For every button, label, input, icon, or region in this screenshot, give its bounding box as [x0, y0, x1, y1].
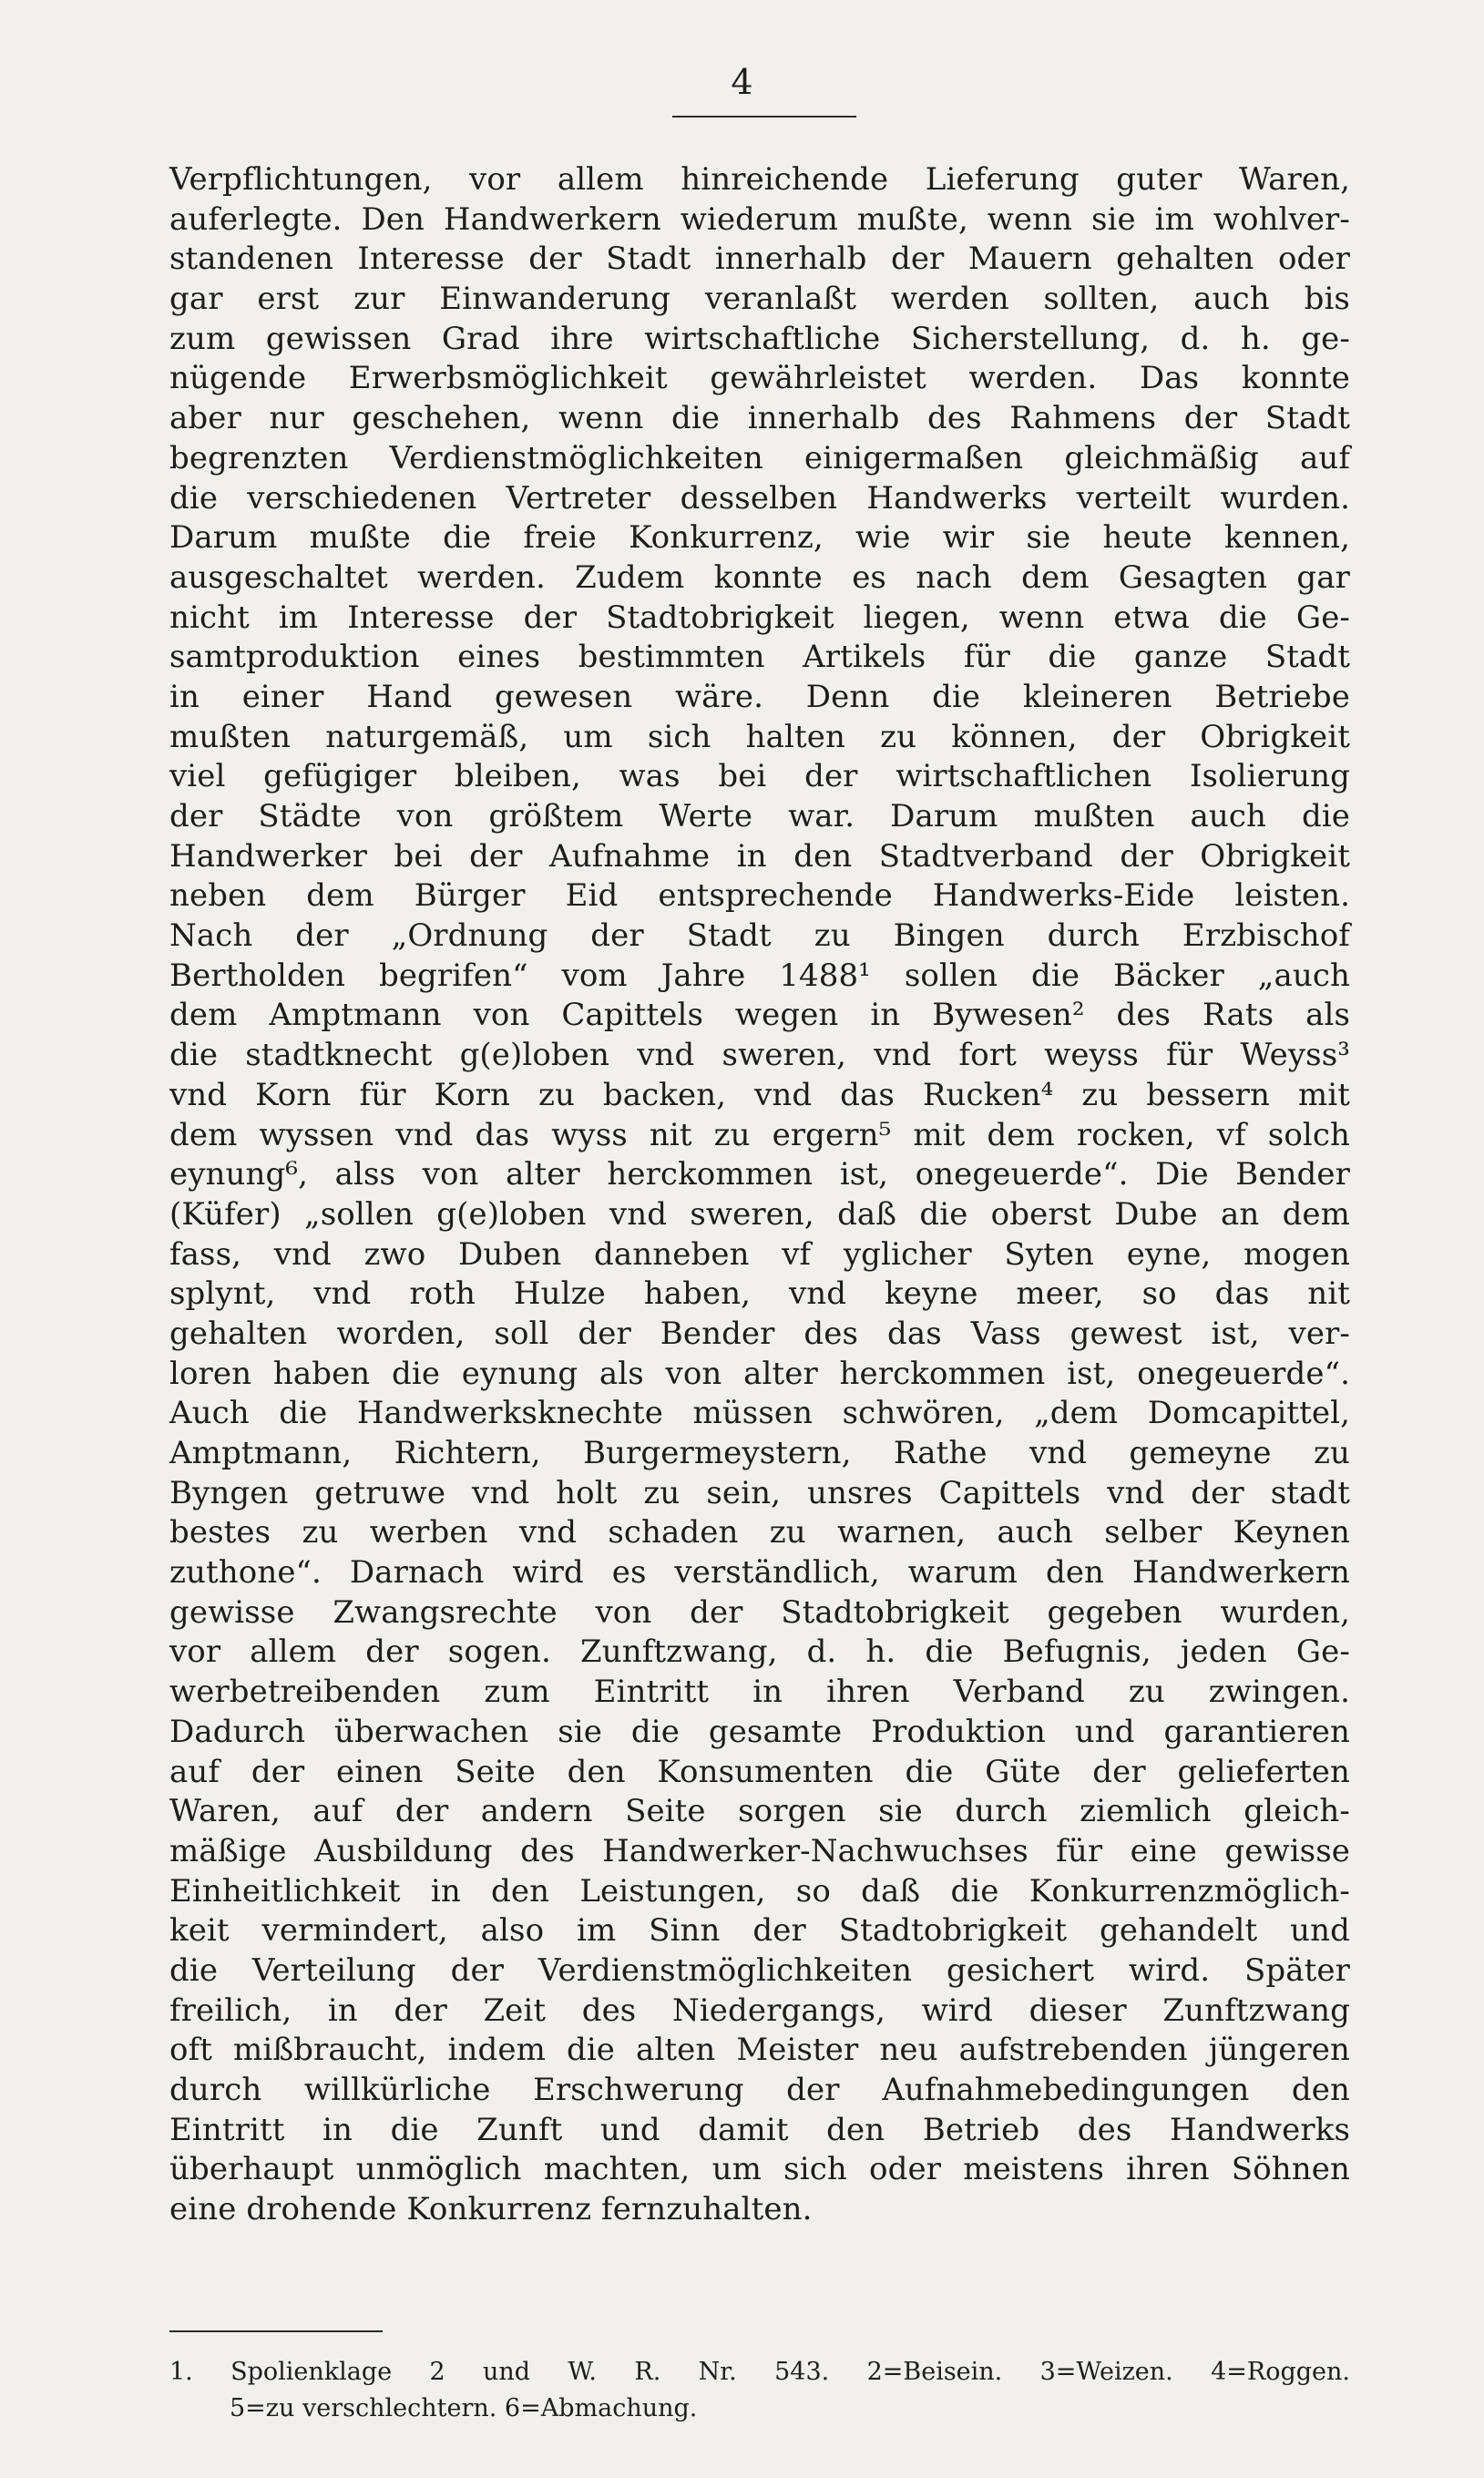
- body-text: [169, 160, 1350, 2230]
- text-line: Einheitlichkeit in den Leistungen, so daß die Konkurrenzmöglich-: [169, 1872, 1350, 1910]
- text-line: Dadurch überwachen sie die gesamte Produktion und garantieren: [169, 1713, 1350, 1750]
- text-line: standenen Interesse der Stadt innerhalb der Mauern gehalten oder: [169, 241, 1350, 278]
- text-line: oft mißbraucht, indem die alten Meister neu aufstrebenden jüngeren: [169, 2032, 1350, 2069]
- text-line: Handwerker bei der Aufnahme in den Stadtverband der Obrigkeit: [169, 837, 1350, 875]
- footnote-line: 1. Spolienklage 2 und W. R. Nr. 543. 2=Beisein. 3=Weizen. 4=Roggen.: [169, 2358, 1350, 2386]
- text-line: ausgeschaltet werden. Zudem konnte es nach dem Gesagten gar: [169, 558, 1350, 596]
- text-line: nügende Erwerbsmöglichkeit gewährleistet werden. Das konnte: [169, 360, 1350, 397]
- text-line: zuthone“. Darnach wird es verständlich, warum den Handwerkern: [169, 1554, 1350, 1592]
- text-line: gehalten worden, soll der Bender des das Vass gewest ist, ver-: [169, 1315, 1350, 1352]
- text-line: werbetreibenden zum Eintritt in ihren Verband zu zwingen.: [169, 1674, 1350, 1711]
- text-line: begrenzten Verdienstmöglichkeiten einigermaßen gleichmäßig auf: [169, 439, 1350, 476]
- text-line: eine drohende Konkurrenz fernzuhalten.: [169, 2191, 813, 2228]
- footnote-rule: [169, 2330, 383, 2332]
- text-line: die verschiedenen Vertreter desselben Handwerks verteilt wurden.: [169, 479, 1350, 517]
- text-line: Bertholden begrifen“ vom Jahre 1488¹ sollen die Bäcker „auch: [169, 957, 1350, 994]
- text-line: dem wyssen vnd das wyss nit zu ergern⁵ mit dem rocken, vf solch: [169, 1116, 1350, 1153]
- text-line: in einer Hand gewesen wäre. Denn die kleineren Betriebe: [169, 678, 1350, 715]
- text-line: vnd Korn für Korn zu backen, vnd das Rucken⁴ zu bessern mit: [169, 1076, 1350, 1113]
- text-line: durch willkürliche Erschwerung der Aufnahmebedingungen den: [169, 2072, 1350, 2108]
- text-line: eynung⁶, alss von alter herckommen ist, onegeuerde“. Die Bender: [169, 1156, 1350, 1193]
- text-line: gewisse Zwangsrechte von der Stadtobrigkeit gegeben wurden,: [169, 1593, 1350, 1631]
- text-line: neben dem Bürger Eid entsprechende Handwerks-Eide leisten.: [169, 877, 1350, 915]
- text-line: mäßige Ausbildung des Handwerker-Nachwuchses für eine gewisse: [169, 1832, 1350, 1869]
- text-line: viel gefügiger bleiben, was bei der wirtschaftlichen Isolierung: [169, 758, 1350, 795]
- text-line: Amptmann, Richtern, Burgermeystern, Rathe vnd gemeyne zu: [169, 1435, 1350, 1471]
- header-rule: [672, 116, 856, 118]
- text-line: loren haben die eynung als von alter herckommen ist, onegeuerde“.: [169, 1355, 1350, 1392]
- text-line: die Verteilung der Verdienstmöglichkeiten gesichert wird. Später: [169, 1951, 1350, 1989]
- text-line: vor allem der sogen. Zunftzwang, d. h. die Befugnis, jeden Ge-: [169, 1633, 1350, 1671]
- text-line: splynt, vnd roth Hulze haben, vnd keyne meer, so das nit: [169, 1275, 1350, 1313]
- text-line: Verpflichtungen, vor allem hinreichende Lieferung guter Waren,: [169, 161, 1350, 198]
- page-number: 4: [731, 62, 753, 102]
- text-line: auferlegte. Den Handwerkern wiederum mußte, wenn sie im wohlver-: [169, 200, 1350, 238]
- footnotes: [169, 2354, 1350, 2427]
- text-line: der Städte von größtem Werte war. Darum mußten auch die: [169, 798, 1350, 835]
- text-line: Waren, auf der andern Seite sorgen sie durch ziemlich gleich-: [169, 1793, 1350, 1830]
- text-line: Byngen getruwe vnd holt zu sein, unsres Capittels vnd der stadt: [169, 1474, 1350, 1511]
- text-line: überhaupt unmöglich machten, um sich oder meistens ihren Söhnen: [169, 2151, 1350, 2188]
- text-line: zum gewissen Grad ihre wirtschaftliche Sicherstellung, d. h. ge-: [169, 320, 1350, 357]
- text-line: auf der einen Seite den Konsumenten die Güte der gelieferten: [169, 1753, 1350, 1790]
- text-line: aber nur geschehen, wenn die innerhalb des Rahmens der Stadt: [169, 400, 1350, 437]
- text-line: gar erst zur Einwanderung veranlaßt werden sollten, auch bis: [169, 281, 1350, 318]
- footnote-line: 5=zu verschlechtern. 6=Abmachung.: [230, 2394, 698, 2422]
- text-line: nicht im Interesse der Stadtobrigkeit liegen, wenn etwa die Ge-: [169, 599, 1350, 636]
- text-line: fass, vnd zwo Duben danneben vf yglicher Syten eyne, mogen: [169, 1235, 1350, 1273]
- text-line: die stadtknecht g(e)loben vnd sweren, vnd fort weyss für Weyss³: [169, 1037, 1350, 1074]
- text-line: freilich, in der Zeit des Niedergangs, wird dieser Zunftzwang: [169, 1992, 1350, 2029]
- text-line: Auch die Handwerksknechte müssen schwören, „dem Domcapittel,: [169, 1395, 1350, 1432]
- text-line: (Küfer) „sollen g(e)loben vnd sweren, daß die oberst Dube an dem: [169, 1195, 1350, 1233]
- text-line: mußten naturgemäß, um sich halten zu können, der Obrigkeit: [169, 718, 1350, 755]
- text-line: bestes zu werben vnd schaden zu warnen, auch selber Keynen: [169, 1514, 1350, 1551]
- text-line: Eintritt in die Zunft und damit den Betrieb des Handwerks: [169, 2111, 1350, 2148]
- text-line: Darum mußte die freie Konkurrenz, wie wir sie heute kennen,: [169, 519, 1350, 557]
- text-line: samtproduktion eines bestimmten Artikels für die ganze Stadt: [169, 639, 1350, 676]
- text-line: dem Amptmann von Capittels wegen in Bywesen² des Rats als: [169, 997, 1350, 1034]
- text-line: Nach der „Ordnung der Stadt zu Bingen durch Erzbischof: [169, 917, 1350, 955]
- text-line: keit vermindert, also im Sinn der Stadtobrigkeit gehandelt und: [169, 1912, 1350, 1950]
